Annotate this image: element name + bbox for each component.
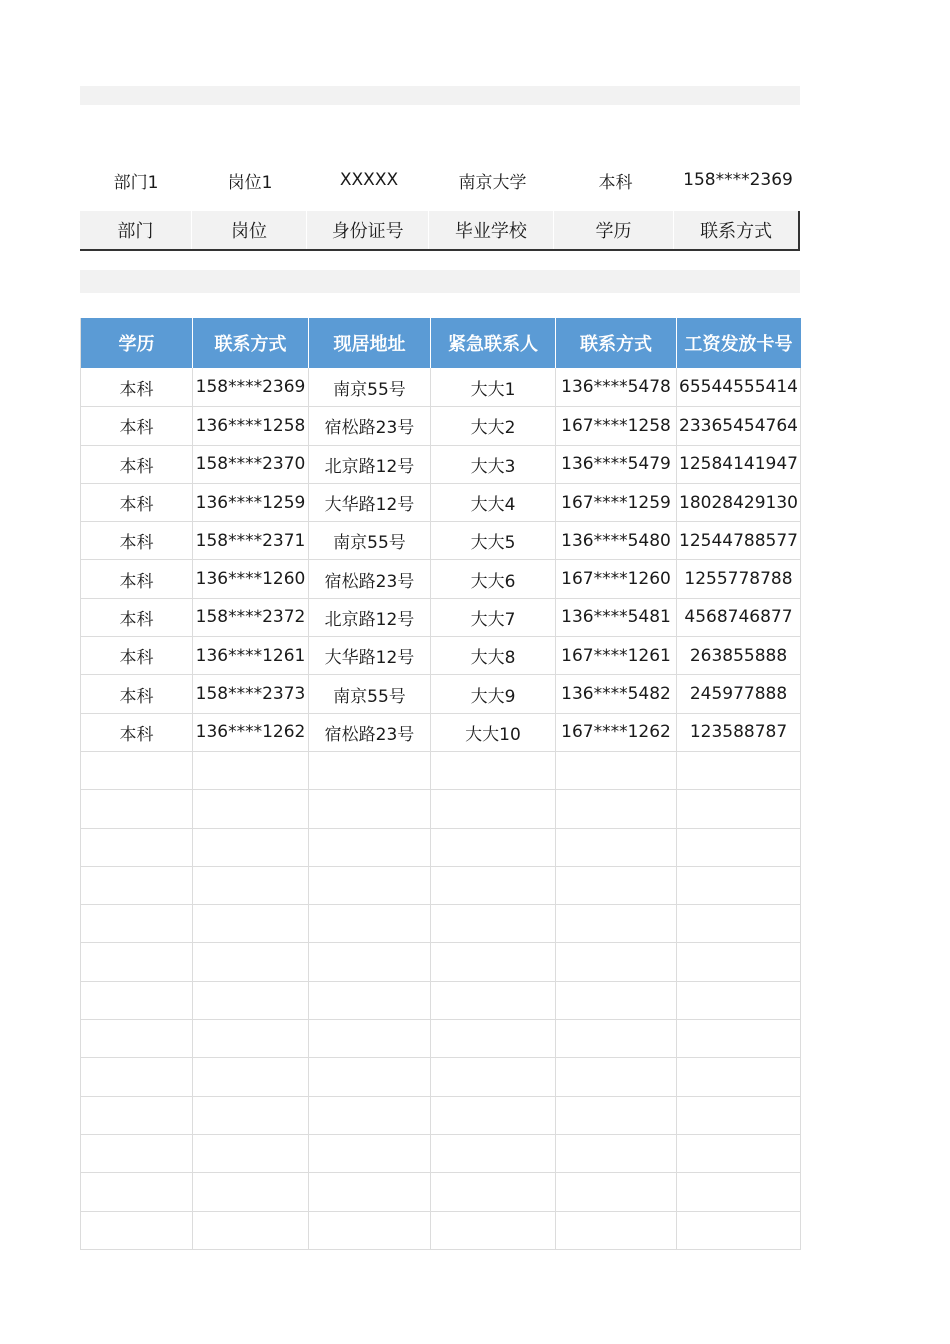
- table-cell[interactable]: 167****1260: [556, 559, 677, 597]
- table-cell[interactable]: 本科: [81, 559, 193, 597]
- table-cell[interactable]: 136****5482: [556, 674, 677, 712]
- table-cell[interactable]: 大华路12号: [309, 483, 431, 521]
- summary-label-cell[interactable]: 部门: [80, 211, 192, 249]
- table-cell[interactable]: [309, 1211, 431, 1249]
- table-cell[interactable]: [677, 751, 801, 789]
- column-header[interactable]: 紧急联系人: [431, 318, 556, 368]
- table-cell[interactable]: 大大1: [431, 368, 556, 406]
- table-cell[interactable]: [309, 942, 431, 980]
- summary-label-cell[interactable]: 学历: [554, 211, 675, 249]
- table-cell[interactable]: [677, 1134, 801, 1172]
- table-cell[interactable]: [309, 751, 431, 789]
- table-cell[interactable]: [431, 1057, 556, 1095]
- summary-value-cell[interactable]: 部门1: [113, 172, 159, 193]
- table-cell[interactable]: [556, 942, 677, 980]
- table-row: [81, 598, 801, 636]
- table-row: [81, 828, 801, 866]
- table-cell[interactable]: [677, 904, 801, 942]
- table-cell[interactable]: 158****2373: [193, 674, 309, 712]
- table-cell[interactable]: 136****1259: [193, 483, 309, 521]
- table-cell[interactable]: 宿松路23号: [309, 559, 431, 597]
- table-cell[interactable]: [431, 1134, 556, 1172]
- table-cell[interactable]: [677, 789, 801, 827]
- table-cell[interactable]: 北京路12号: [309, 445, 431, 483]
- table-cell[interactable]: 大大3: [431, 445, 556, 483]
- table-cell[interactable]: [677, 981, 801, 1019]
- table-cell[interactable]: [677, 1019, 801, 1057]
- table-cell[interactable]: 北京路12号: [309, 598, 431, 636]
- summary-value-cell[interactable]: 岗位1: [227, 172, 273, 193]
- table-cell[interactable]: 大大10: [431, 713, 556, 751]
- table-cell[interactable]: [309, 981, 431, 1019]
- table-cell[interactable]: 123588787: [677, 713, 801, 751]
- table-cell[interactable]: [81, 1057, 193, 1095]
- table-cell[interactable]: 南京55号: [309, 521, 431, 559]
- table-cell[interactable]: 136****5480: [556, 521, 677, 559]
- table-cell[interactable]: [556, 866, 677, 904]
- table-cell[interactable]: 136****1260: [193, 559, 309, 597]
- table-cell[interactable]: [556, 789, 677, 827]
- table-cell[interactable]: 12584141947: [677, 445, 801, 483]
- table-cell[interactable]: 大华路12号: [309, 636, 431, 674]
- table-cell[interactable]: 大大6: [431, 559, 556, 597]
- summary-label-cell[interactable]: 身份证号: [307, 211, 429, 249]
- table-cell[interactable]: [309, 789, 431, 827]
- table-cell[interactable]: [431, 866, 556, 904]
- table-cell[interactable]: [556, 981, 677, 1019]
- table-cell[interactable]: [556, 904, 677, 942]
- table-cell[interactable]: 136****5479: [556, 445, 677, 483]
- separator-band: [80, 270, 800, 293]
- table-cell[interactable]: 263855888: [677, 636, 801, 674]
- summary-value-cell[interactable]: XXXXX: [339, 170, 399, 190]
- table-cell[interactable]: [193, 942, 309, 980]
- table-row: [81, 1172, 801, 1210]
- table-cell[interactable]: 158****2372: [193, 598, 309, 636]
- table-cell[interactable]: [193, 1172, 309, 1210]
- table-cell[interactable]: [193, 904, 309, 942]
- table-cell[interactable]: 1255778788: [677, 559, 801, 597]
- table-row: [81, 368, 801, 406]
- table-cell[interactable]: 245977888: [677, 674, 801, 712]
- table-row: [81, 1211, 801, 1249]
- table-cell[interactable]: [193, 866, 309, 904]
- table-row: [81, 559, 801, 597]
- summary-value-cell[interactable]: 本科: [598, 172, 633, 193]
- table-cell[interactable]: 大大4: [431, 483, 556, 521]
- table-cell[interactable]: [309, 828, 431, 866]
- table-cell[interactable]: [556, 1134, 677, 1172]
- table-cell[interactable]: [431, 789, 556, 827]
- table-row: [81, 751, 801, 789]
- table-cell[interactable]: [431, 904, 556, 942]
- table-row: [81, 674, 801, 712]
- table-cell[interactable]: [556, 1211, 677, 1249]
- table-row: [81, 1019, 801, 1057]
- table-cell[interactable]: 本科: [81, 521, 193, 559]
- table-row: [81, 904, 801, 942]
- table-cell[interactable]: 167****1261: [556, 636, 677, 674]
- table-cell[interactable]: 大大2: [431, 406, 556, 444]
- table-cell[interactable]: [677, 1057, 801, 1095]
- table-cell[interactable]: [556, 1096, 677, 1134]
- table-cell[interactable]: 本科: [81, 674, 193, 712]
- table-row: [81, 789, 801, 827]
- table-cell[interactable]: 宿松路23号: [309, 713, 431, 751]
- table-body: [81, 368, 801, 1249]
- table-row: [81, 866, 801, 904]
- table-cell[interactable]: 本科: [81, 445, 193, 483]
- table-cell[interactable]: 167****1258: [556, 406, 677, 444]
- table-cell[interactable]: [81, 1211, 193, 1249]
- table-cell[interactable]: [81, 828, 193, 866]
- table-cell[interactable]: [431, 1096, 556, 1134]
- top-band: [80, 86, 800, 105]
- summary-value-cell[interactable]: 南京大学: [458, 172, 527, 193]
- column-header[interactable]: 现居地址: [309, 318, 431, 368]
- table-cell[interactable]: [556, 751, 677, 789]
- table-cell[interactable]: 18028429130: [677, 483, 801, 521]
- table-cell[interactable]: 136****5478: [556, 368, 677, 406]
- table-cell[interactable]: [677, 828, 801, 866]
- table-row: [81, 1096, 801, 1134]
- table-cell[interactable]: [431, 942, 556, 980]
- table-cell[interactable]: [81, 981, 193, 1019]
- table-cell[interactable]: [81, 1019, 193, 1057]
- table-cell[interactable]: [309, 1172, 431, 1210]
- column-header[interactable]: 联系方式: [556, 318, 677, 368]
- table-cell[interactable]: [309, 866, 431, 904]
- table-cell[interactable]: [81, 1134, 193, 1172]
- table-cell[interactable]: 大大8: [431, 636, 556, 674]
- table-cell[interactable]: 158****2369: [193, 368, 309, 406]
- table-cell[interactable]: [81, 866, 193, 904]
- table-cell[interactable]: 158****2371: [193, 521, 309, 559]
- summary-label-cell[interactable]: 毕业学校: [429, 211, 554, 249]
- table-cell[interactable]: 136****5481: [556, 598, 677, 636]
- table-cell[interactable]: 大大5: [431, 521, 556, 559]
- table-cell[interactable]: 本科: [81, 406, 193, 444]
- table-cell[interactable]: [81, 942, 193, 980]
- table-cell[interactable]: 本科: [81, 598, 193, 636]
- table-cell[interactable]: [677, 866, 801, 904]
- table-cell[interactable]: 65544555414: [677, 368, 801, 406]
- table-cell[interactable]: 南京55号: [309, 674, 431, 712]
- table-cell[interactable]: [431, 1172, 556, 1210]
- table-cell[interactable]: [81, 751, 193, 789]
- table-cell[interactable]: [431, 828, 556, 866]
- table-cell[interactable]: [193, 1096, 309, 1134]
- table-cell[interactable]: [309, 1134, 431, 1172]
- table-cell[interactable]: [81, 904, 193, 942]
- summary-labels-row: [80, 211, 800, 251]
- column-header[interactable]: 工资发放卡号: [677, 318, 801, 368]
- table-cell[interactable]: [193, 1019, 309, 1057]
- table-cell[interactable]: [81, 1172, 193, 1210]
- table-cell[interactable]: [431, 1211, 556, 1249]
- table-row: [81, 483, 801, 521]
- table-cell[interactable]: [677, 1096, 801, 1134]
- table-cell[interactable]: [677, 942, 801, 980]
- table-cell[interactable]: [431, 981, 556, 1019]
- table-cell[interactable]: [193, 1211, 309, 1249]
- table-cell[interactable]: [193, 828, 309, 866]
- table-row: [81, 713, 801, 751]
- table-cell[interactable]: 136****1262: [193, 713, 309, 751]
- table-row: [81, 1134, 801, 1172]
- table-cell[interactable]: 167****1259: [556, 483, 677, 521]
- table-cell[interactable]: [193, 981, 309, 1019]
- table-cell[interactable]: 本科: [81, 483, 193, 521]
- table-cell[interactable]: [81, 1096, 193, 1134]
- table-cell[interactable]: [193, 1057, 309, 1095]
- table-cell[interactable]: [309, 1057, 431, 1095]
- table-cell[interactable]: [309, 1096, 431, 1134]
- table-cell[interactable]: 4568746877: [677, 598, 801, 636]
- table-cell[interactable]: [556, 828, 677, 866]
- table-cell[interactable]: [431, 1019, 556, 1057]
- table-cell[interactable]: 23365454764: [677, 406, 801, 444]
- table-cell[interactable]: [556, 1057, 677, 1095]
- table-cell[interactable]: [81, 789, 193, 827]
- table-cell[interactable]: [193, 751, 309, 789]
- table-header-row: [81, 318, 801, 368]
- table-cell[interactable]: [193, 1134, 309, 1172]
- table-row: [81, 636, 801, 674]
- table-cell[interactable]: 136****1258: [193, 406, 309, 444]
- table-row: [81, 445, 801, 483]
- employee-table: [80, 318, 801, 1250]
- table-cell[interactable]: 158****2370: [193, 445, 309, 483]
- table-row: [81, 1057, 801, 1095]
- table-cell[interactable]: 12544788577: [677, 521, 801, 559]
- table-row: [81, 406, 801, 444]
- table-row: [81, 981, 801, 1019]
- summary-label-cell[interactable]: 岗位: [192, 211, 308, 249]
- column-header[interactable]: 联系方式: [193, 318, 309, 368]
- table-cell[interactable]: [677, 1172, 801, 1210]
- table-cell[interactable]: 大大7: [431, 598, 556, 636]
- table-cell[interactable]: 本科: [81, 636, 193, 674]
- table-cell[interactable]: [677, 1211, 801, 1249]
- table-cell[interactable]: 167****1262: [556, 713, 677, 751]
- table-row: [81, 521, 801, 559]
- table-cell[interactable]: 136****1261: [193, 636, 309, 674]
- summary-value-cell[interactable]: 158****2369: [683, 170, 793, 190]
- table-cell[interactable]: [309, 904, 431, 942]
- table-cell[interactable]: [556, 1019, 677, 1057]
- summary-label-cell[interactable]: 联系方式: [700, 221, 773, 242]
- table-row: [81, 942, 801, 980]
- summary-values-row: [80, 160, 800, 200]
- column-header[interactable]: 学历: [81, 318, 193, 368]
- table-cell[interactable]: [193, 789, 309, 827]
- table-cell[interactable]: 南京55号: [309, 368, 431, 406]
- table-cell[interactable]: 本科: [81, 713, 193, 751]
- table-cell[interactable]: 本科: [81, 368, 193, 406]
- table-cell[interactable]: [309, 1019, 431, 1057]
- table-cell[interactable]: 宿松路23号: [309, 406, 431, 444]
- table-cell[interactable]: 大大9: [431, 674, 556, 712]
- table-cell[interactable]: [431, 751, 556, 789]
- table-cell[interactable]: [556, 1172, 677, 1210]
